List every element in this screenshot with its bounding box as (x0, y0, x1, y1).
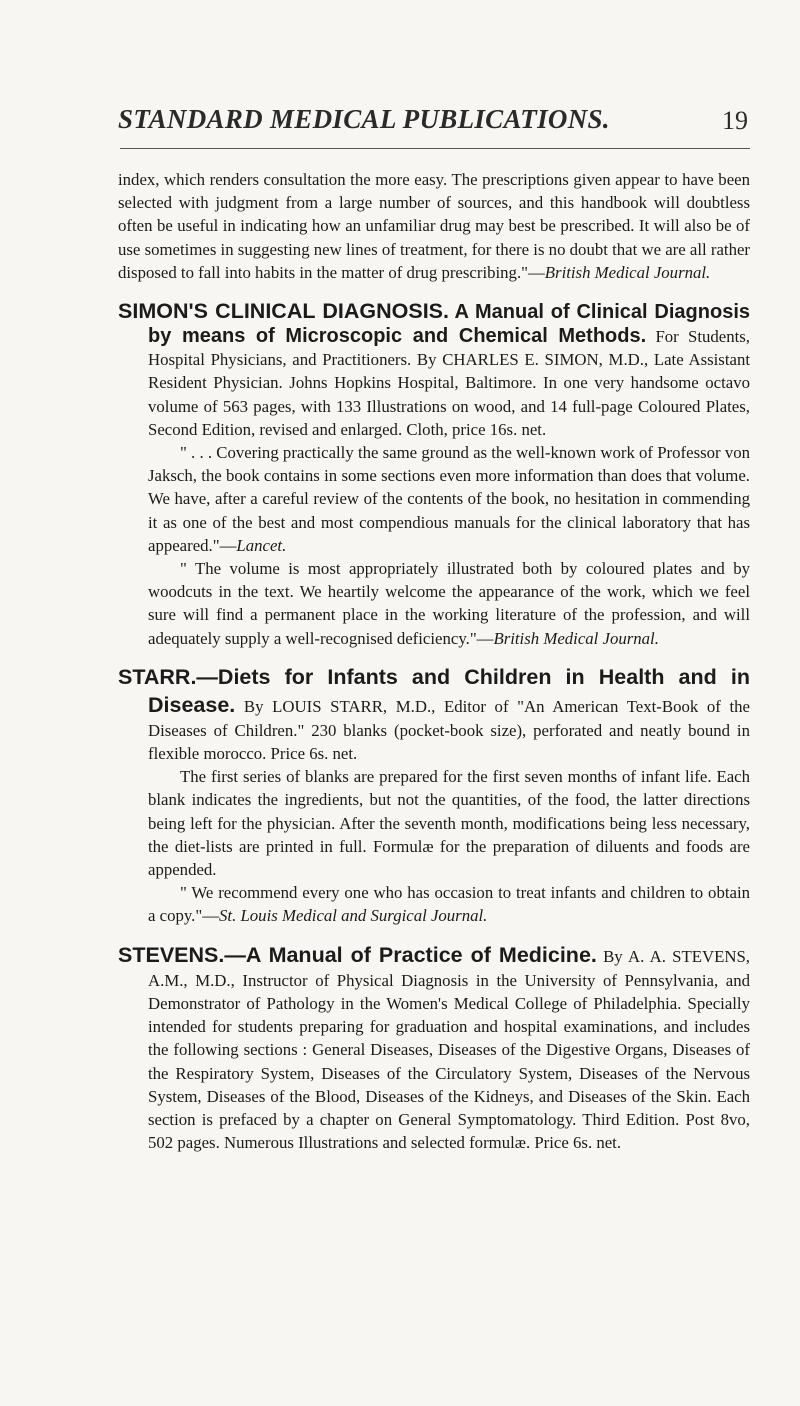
header-rule (120, 148, 750, 149)
intro-source: British Medical Journal. (544, 262, 711, 282)
page-number: 19 (722, 106, 748, 135)
intro-text: index, which renders consultation the more easy. The prescriptions given appear to have been selected with judgment from a large number of sources, and this handbook will doubtless often be useful in indicating how an unfamiliar drug may best be prescribed. It will also be of use sometimes in suggesting new lines of treatment, for there is no doubt that we are all rather disposed to fall into habits in the matter of drug prescribing."— (118, 170, 750, 282)
review-text: " . . . Covering practically the same ground as the well-known work of Professor von Jaksch, the book contains in some sections even more information than does that volume. We have, after a careful review of the contents of the book, no hesitation in commending it as one of the best and most compendious manuals for the clinical laboratory that has appeared."— (148, 443, 750, 555)
entry-stevens (118, 941, 750, 1155)
review-source: St. Louis Medical and Surgical Journal. (219, 906, 488, 926)
review-text: " The volume is most appropriately illustrated both by coloured plates and by woodcuts in the text. We heartily welcome the appearance of the work, which we feel sure will find a permanent place in the working literature of the profession, and will adequately supply a well-recognised deficiency."— (148, 559, 750, 648)
entry-starr (118, 663, 750, 928)
entry-starr-description (118, 663, 750, 765)
entry-starr-note: The first series of blanks are prepared for the first seven months of infant life. Each blank indicates the ingredients, but not the quantities, of the food, the latter directions being left for the physician. After the seventh month, modifications being less necessary, the diet-lists are printed in full. Formulæ for the preparation of diluents and foods are appended. (148, 767, 750, 880)
entry-starr-heading: STARR.—Diets for Infants and Children in Health and in Disease. (118, 664, 750, 717)
entry-simon-review-1 (118, 441, 750, 557)
entry-starr-text: By LOUIS STARR, M.D., Editor of "An American Text-Book of the Diseases of Children." 230 blanks (pocket-book size), perforated and neatly bound in flexible morocco. Price 6s. net. (148, 696, 750, 764)
entry-simon-description (118, 297, 750, 441)
entry-simon-subheading: A Manual of Clinical Diagnosis by means of Microscopic and Chemical Methods. (148, 301, 751, 348)
entry-stevens-description (118, 941, 750, 1155)
page-header (118, 104, 748, 144)
entry-simon (118, 297, 750, 650)
page-body (118, 168, 750, 1154)
intro-paragraph (118, 168, 750, 284)
running-title: STANDARD MEDICAL PUBLICATIONS. (118, 104, 610, 134)
entry-simon-text: For Students, Hospital Physicians, and Practitioners. By CHARLES E. SIMON, M.D., Late Assistant Resident Physician. Johns Hopkins Hospital, Baltimore. In one very handsome octavo volume of 563 pages, with 133 Illustrations on wood, and 14 full-page Coloured Plates, Second Edition, revised and enlarged. Cloth, price 16s. net. (148, 327, 750, 439)
review-source: British Medical Journal. (493, 628, 659, 648)
entry-stevens-text: By A. A. STEVENS, A.M., M.D., Instructor of Physical Diagnosis in the University of Pennsylvania, and Demonstrator of Pathology in the Women's Medical College of Philadelphia. Specially intended for students preparing for graduation and hospital examinations, and includes the following sections : General Diseases, Diseases of the Digestive Organs, Diseases of the Respiratory System, Diseases of the Circulatory System, Diseases of the Nervous System, Diseases of the Blood, Diseases of the Kidneys, and Diseases of the Skin. Each section is prefaced by a chapter on General Symptomatology. Third Edition. Post 8vo, 502 pages. Numerous Illustrations and selected formulæ. Price 6s. net. (148, 946, 750, 1153)
entry-stevens-heading: STEVENS.—A Manual of Practice of Medicine. (118, 942, 597, 967)
entry-simon-review-2 (118, 557, 750, 650)
review-source: Lancet. (236, 535, 287, 555)
entry-starr-review (118, 881, 750, 927)
review-text: " We recommend every one who has occasion to treat infants and children to obtain a copy."— (148, 883, 750, 926)
entry-simon-heading: SIMON'S CLINICAL DIAGNOSIS. (118, 299, 449, 324)
